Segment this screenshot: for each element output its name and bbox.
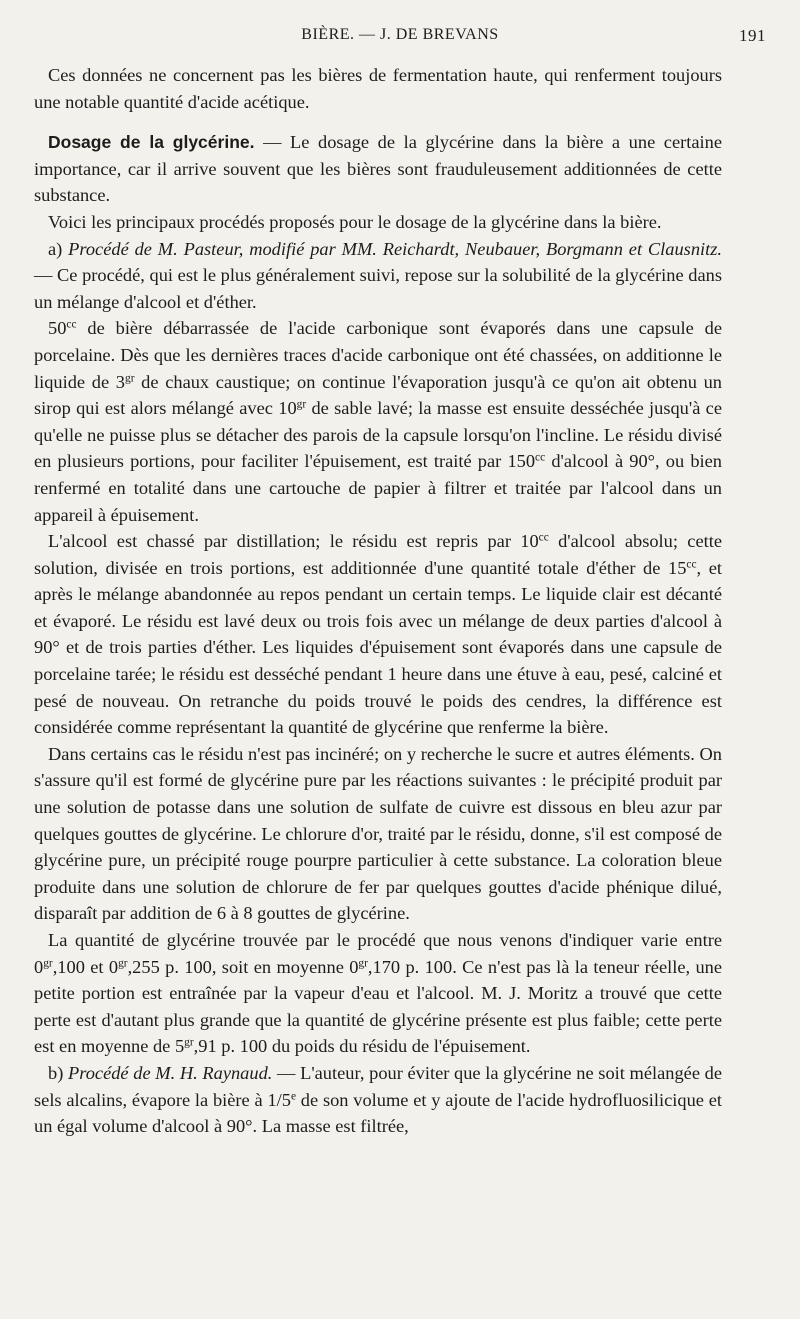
text-run: L'alcool est chassé par distillation; le résidu est repris par 10 [48, 531, 539, 552]
text-run: ,91 p. 100 du poids du résidu de l'épuisement. [193, 1036, 531, 1057]
paragraph: Ces données ne concernent pas les bières de fermentation haute, qui renferment toujours une notable quantité d'acide acétique. [34, 65, 722, 112]
unit-superscript: gr [358, 957, 368, 970]
text-run: 50 [48, 318, 67, 339]
paragraph [34, 528, 722, 741]
text-run: de bière débarrassée de l'acide carbonique sont évaporés dans une capsule de porcelaine. Dès que les dernières traces d'acide carbonique ont été chassées, on additionne le liquide de 3 [34, 318, 722, 392]
text-run: ,100 et 0 [52, 956, 119, 977]
unit-superscript: e [290, 1090, 297, 1103]
unit-superscript: cc [66, 319, 77, 332]
running-title: BIÈRE. — J. DE BREVANS [301, 26, 499, 43]
paragraph: Dans certains cas le résidu n'est pas incinéré; on y recherche le sucre et autres éléments. On s'assure qu'il est formé de glycérine pure par les réactions suivantes : le précipité produit par une solution de potasse dans une solution de sulfate de cuivre est dissous en bleu azur par quelques gouttes de glycérine. Le chlorure d'or, traité par le résidu, donne, s'il est composé de glycérine pure, un précipité rouge pourpre particulier à cette substance. La coloration bleue produite dans une solution de chlorure de fer par quelques gouttes d'acide phénique dilué, disparaît par addition de 6 à 8 gouttes de glycérine. [34, 743, 722, 924]
unit-superscript: gr [125, 372, 135, 385]
unit-superscript: gr [296, 398, 307, 411]
item-label: b) [48, 1062, 68, 1083]
paragraph-text: — Le dosage de la glycérine dans la bière a une certaine importance, car il arrive souvent que les bières sont frauduleusement additionnées de cette substance. [34, 132, 723, 206]
page-body [34, 62, 722, 1140]
paragraph [34, 129, 722, 209]
text-run: de chaux caustique; on continue l'évaporation jusqu'à ce qu'on ait obtenu un sirop qui est alors mélangé avec 10 [34, 371, 722, 419]
page-header [34, 26, 766, 52]
paragraph [34, 236, 722, 316]
paragraph [34, 315, 722, 528]
text-run: de son volume et y ajoute de l'acide hydrofluosilicique et un égal volume d'alcool à 90°. La masse est filtrée, [34, 1089, 723, 1137]
text-run: ,255 p. 100, soit en moyenne 0 [127, 956, 359, 977]
unit-superscript: cc [686, 558, 697, 571]
paragraph [34, 1060, 722, 1140]
text-run: ,170 p. 100. Ce n'est pas là la teneur réelle, une petite portion est entraînée par la vapeur d'eau et l'alcool. M. J. Moritz a trouvé que cette perte est d'autant plus grande que la quantité de glycérine présente est plus faible; cette perte est en moyenne de 5 [34, 956, 722, 1057]
item-label: a) [48, 238, 69, 259]
text-run: La quantité de glycérine trouvée par le procédé que nous venons d'indiquer varie entre 0 [34, 930, 722, 977]
unit-superscript: gr [43, 957, 53, 970]
paragraph: Voici les principaux procédés proposés pour le dosage de la glycérine dans la bière. [48, 211, 662, 232]
unit-superscript: gr [118, 957, 128, 970]
section-heading: Dosage de la glycérine. [48, 132, 255, 153]
method-title: Procédé de M. Pasteur, modifié par MM. Reichardt, Neubauer, Borgmann et Clausnitz. [68, 238, 722, 259]
paragraph-text: — Ce procédé, qui est le plus généralement suivi, repose sur la solubilité de la glycérine dans un mélange d'alcool et d'éther. [34, 265, 722, 312]
text-run: de sable lavé; la masse est ensuite desséchée jusqu'à ce qu'elle ne puisse plus se détacher des parois de la capsule lorsqu'on l'incline. Le résidu divisé en plusieurs portions, pour faciliter l'épuisement, est traité par 150 [34, 398, 722, 472]
text-run: d'alcool à 90°, ou bien renfermé en totalité dans une cartouche de papier à filtrer et traitée par l'alcool dans un appareil à épuisement. [34, 451, 722, 525]
unit-superscript: cc [538, 531, 549, 544]
unit-superscript: cc [535, 452, 546, 465]
text-run: d'alcool absolu; cette solution, divisée en trois portions, est additionnée d'une quantité totale d'éther de 15 [34, 531, 722, 578]
unit-superscript: gr [184, 1037, 194, 1050]
text-run: , et après le mélange abandonnée au repos pendant un certain temps. Le liquide clair est décanté et évaporé. Le résidu est lavé deux ou trois fois avec un mélange de deux parties d'alcool à 90° et de trois parties d'éther. Les liquides d'épuisement sont évaporés dans une capsule de porcelaine tarée; le résidu est desséché pendant 1 heure dans une étuve à eau, pesé, calciné et pesé de nouveau. On retranche du poids trouvé le poids des cendres, la différence est considérée comme représentant la quantité de glycérine que renferme la bière. [34, 557, 722, 738]
paragraph [34, 927, 722, 1060]
text-run: — L'auteur, pour éviter que la glycérine ne soit mélangée de sels alcalins, évapore la bière à 1/5 [34, 1062, 722, 1110]
page-number: 191 [739, 26, 766, 45]
method-title: Procédé de M. H. Raynaud. [68, 1062, 273, 1083]
